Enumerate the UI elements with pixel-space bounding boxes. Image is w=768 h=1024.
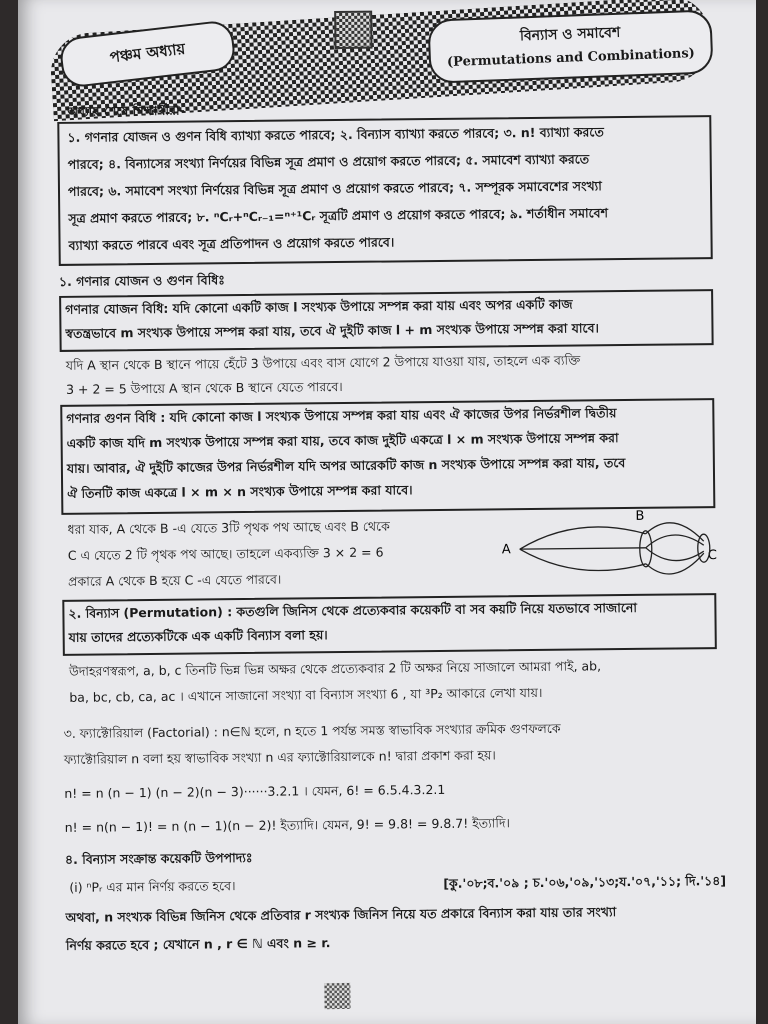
objectives-heading: অধ্যায় শেষে শিক্ষার্থীরা- [67, 102, 185, 119]
permutation-definition-text: যায় তাদের প্রত্যেকটিকে এক একটি বিন্যাস বলা হয়। [68, 627, 328, 645]
chapter-label: পঞ্চম অধ্যায় [58, 19, 237, 89]
objectives-line: ব্যাখ্যা করতে পারবে এবং সূত্র প্রতিপাদন ও প্রয়োগ করতে পারবে। [68, 234, 395, 253]
factorial-formula: n! = n (n − 1) (n − 2)(n − 3)······3.2.1 । যেমন, 6! = 6.5.4.3.2.1 [64, 781, 446, 801]
qr-code-icon [334, 11, 372, 49]
objectives-line: সূত্র প্রমাণ করতে পারবে; ৮. ⁿCᵣ+ⁿCᵣ₋₁=ⁿ⁺¹Cᵣ সূত্রটি প্রমাণ ও প্রয়োগ করতে পারবে; ৯. শর্তাধীন সমাবেশ [68, 205, 609, 226]
factorial-formula: n! = n(n − 1)! = n (n − 1)(n − 2)! ইত্যাদি। যেমন, 9! = 9.8! = 9.8.7! ইত্যাদি। [64, 815, 511, 835]
permutation-example-text: উদাহরণস্বরূপ, a, b, c তিনটি ভিন্ন ভিন্ন অক্ষর থেকে প্রত্যেকবার 2 টি অক্ষর নিয়ে সাজালে আমরা পাই, ab, [68, 658, 602, 679]
multiplication-example-text: C এ যেতে 2 টি পৃথক পথ আছে। তাহলে একব্যক্তি 3 × 2 = 6 [67, 544, 384, 563]
section-heading: ৪. বিন্যাস সংক্রান্ত কয়েকটি উপপাদ্যঃ [64, 849, 253, 867]
multiplication-rule-text: গণনার গুণন বিধি : যদি কোনো কাজ l সংখ্যক উপায়ে সম্পন্ন করা যায় এবং ঐ কাজের উপর নির্ভরশীল দ্বিতীয় [66, 405, 617, 426]
theorem-text: নির্ণয় করতে হবে ; যেখানে n , r ∈ ℕ এবং n ≥ r. [65, 935, 331, 953]
multiplication-example-text: প্রকারে A থেকে B হয়ে C -এ যেতে পারবে। [68, 571, 282, 589]
multiplication-example-text: ধরা যাক, A থেকে B -এ যেতে 3টি পৃথক পথ আছে এবং B থেকে [67, 518, 390, 537]
permutation-example-text: ba, bc, cb, ca, ac । এখানে সাজানো সংখ্যা বা বিন্যাস সংখ্যা 6 , যা ³P₂ আকারে লেখা যায়। [69, 684, 543, 705]
diagram-label-b: B [635, 508, 645, 524]
factorial-text: ফ্যাক্টোরিয়াল n বলা হয় স্বাভাবিক সংখ্যা n এর ফ্যাক্টোরিয়ালকে n! দ্বারা প্রকাশ করা হয়। [63, 747, 496, 767]
multiplication-rule-text: ঐ তিনটি কাজ একত্রে l × m × n সংখ্যক উপায়ে সম্পন্ন করা যাবে। [67, 482, 413, 501]
objectives-line: পারবে; ৬. সমাবেশ সংখ্যা নির্ণয়ের বিভিন্ন সূত্র প্রমাণ ও প্রয়োগ করতে পারবে; ৭. সম্পূরক সমাবেশের সংখ্যা [67, 178, 602, 199]
objectives-line: পারবে; ৪. বিন্যাসের সংখ্যা নির্ণয়ের বিভিন্ন সূত্র প্রমাণ ও প্রয়োগ করতে পারবে; ৫. সমাবেশ ব্যাখ্যা করতে [67, 151, 590, 172]
theorem-text: অথবা, n সংখ্যক বিভিন্ন জিনিস থেকে প্রতিবার r সংখ্যক জিনিস নিয়ে যত প্রকারে বিন্যাস করা যায় তার সংখ্যা [65, 904, 617, 925]
factorial-text: ৩. ফ্যাক্টোরিয়াল (Factorial) : n∈ℕ হলে, n হতে 1 পর্যন্ত সমস্ত স্বাভাবিক সংখ্যার ক্রমিক গুণফলকে [63, 720, 561, 741]
path-diagram [497, 503, 718, 595]
chapter-title-english: (Permutations and Combinations) [446, 46, 696, 71]
addition-rule-text: গণনার যোজন বিধি: যদি কোনো একটি কাজ l সংখ্যক উপায়ে সম্পন্ন করা যায় এবং অপর একটি কাজ [65, 296, 573, 317]
addition-example-text: যদি A স্থান থেকে B স্থানে পায়ে হেঁটে 3 উপায়ে এবং বাস যোগে 2 উপায়ে যাওয়া যায়, তাহলে এক ব্যক্তি [65, 352, 581, 373]
section-heading: ১. গণনার যোজন ও গুণন বিধিঃ [58, 272, 225, 289]
objectives-line: ১. গণনার যোজন ও গুণন বিধি ব্যাখ্যা করতে পারবে; ২. বিন্যাস ব্যাখ্যা করতে পারবে; ৩. n! ব্যাখ্যা করতে [67, 124, 604, 145]
page-content [52, 0, 753, 1024]
permutation-definition-text: ২. বিন্যাস (Permutation) : কতগুলি জিনিস থেকে প্রত্যেকবার কয়েকটি বা সব কয়টি নিয়ে যতভাবে সাজানো [68, 599, 638, 621]
diagram-paths [520, 522, 711, 575]
textbook-page [18, 0, 756, 1024]
chapter-title-box [427, 9, 713, 83]
theorem-item: (i) ⁿPᵣ এর মান নির্ণয় করতে হবে। [69, 878, 236, 895]
chapter-title-bengali: বিন্যাস ও সমাবেশ [519, 24, 621, 45]
addition-example-text: 3 + 2 = 5 উপায়ে A স্থান থেকে B স্থানে যেতে পারবে। [65, 378, 343, 397]
diagram-label-a: A [501, 542, 511, 558]
multiplication-rule-text: যায়। আবার, ঐ দুইটি কাজের উপর নির্ভরশীল যদি অপর আরেকটি কাজ n সংখ্যক উপায়ে সম্পন্ন করা যায়, তবে [66, 455, 626, 476]
diagram-label-c: C [707, 548, 718, 564]
multiplication-rule-text: একটি কাজ যদি m সংখ্যক উপায়ে সম্পন্ন করা যায়, তবে কাজ দুইটি একত্রে l × m সংখ্যক উপায়ে সম্পন্ন করা [66, 430, 619, 451]
addition-rule-text: স্বতন্ত্রভাবে m সংখ্যক উপায়ে সম্পন্ন করা যায়, তবে ঐ দুইটি কাজ l + m সংখ্যক উপায়ে সম্পন্ন করা যাবে। [65, 320, 600, 341]
footer-qr-icon [324, 983, 350, 1009]
board-reference: [কু.'০৮;ব.'০৯ ; চ.'০৬,'০৯,'১৩;য.'০৭,'১১; দি.'১৪] [443, 872, 727, 891]
